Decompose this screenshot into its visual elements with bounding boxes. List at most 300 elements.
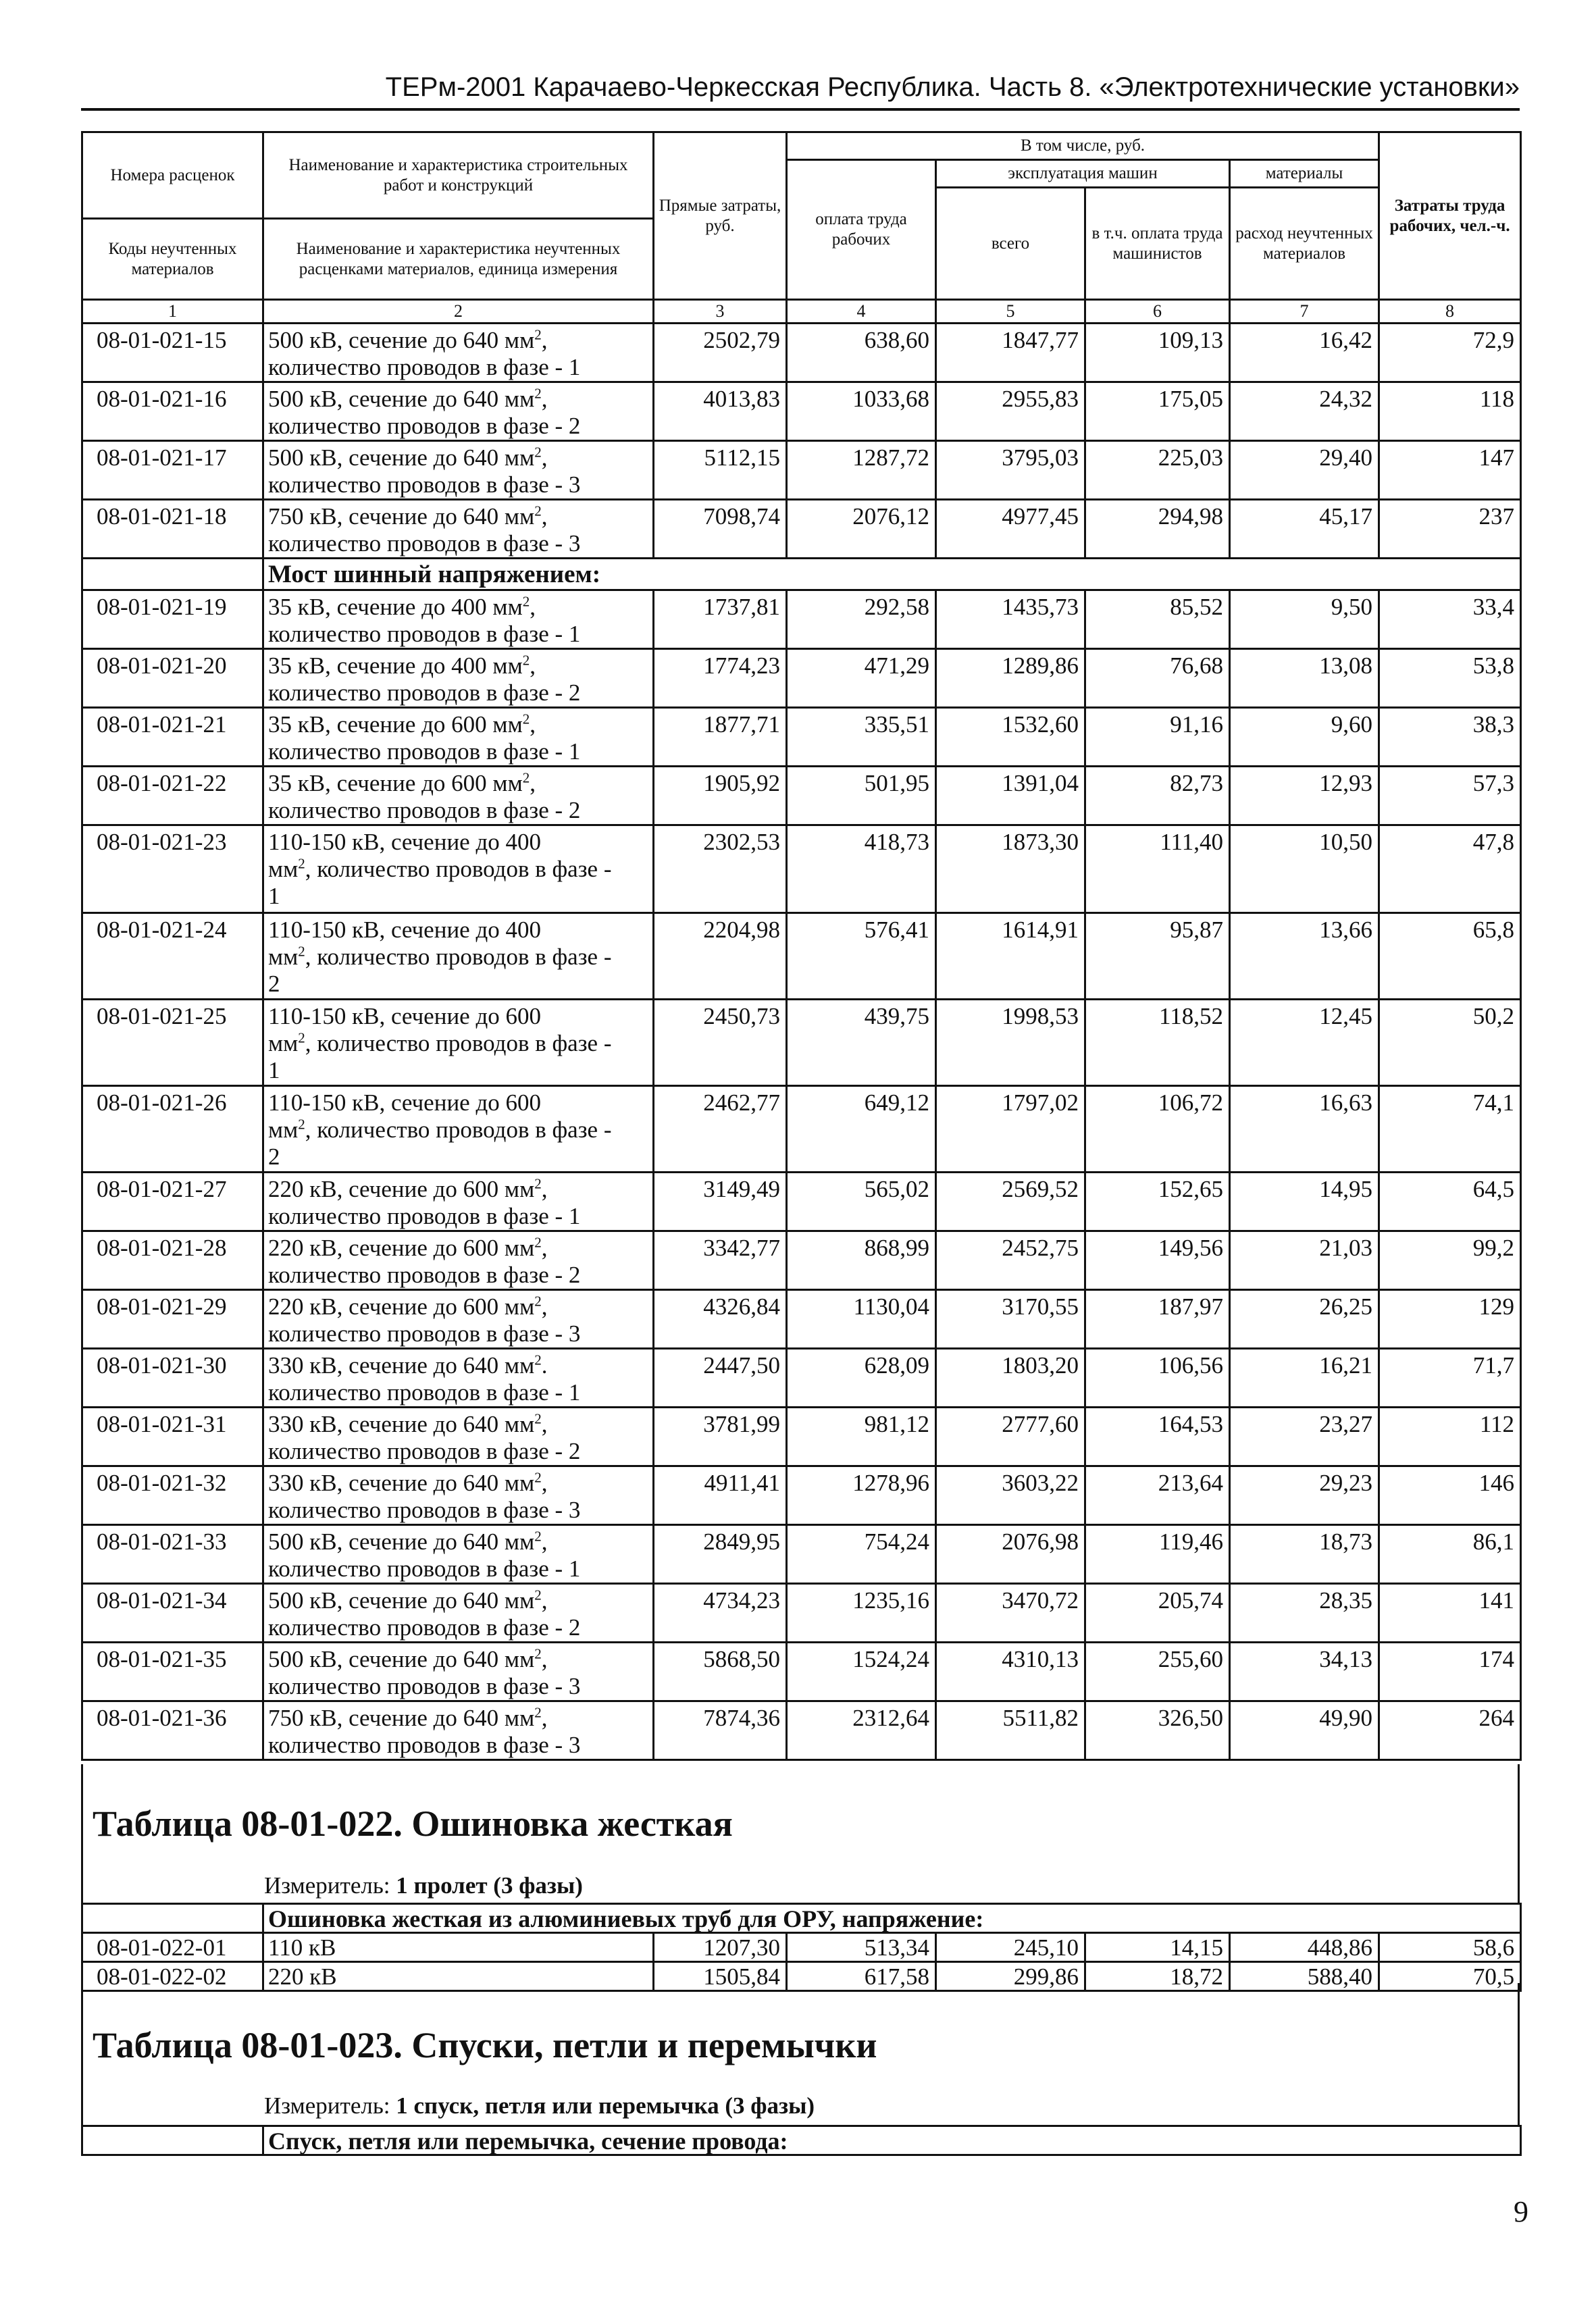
rate-code: 08-01-022-01 <box>82 1933 263 1962</box>
machinist-wages-cell: 14,15 <box>1085 1933 1230 1962</box>
description-line-1: 330 кВ, сечение до 640 мм <box>268 1352 535 1379</box>
table-row <box>82 1173 1521 1231</box>
description-line-2: количество проводов в фазе - 1 <box>268 1555 581 1582</box>
description-line-2: количество проводов в фазе - 2 <box>268 1262 581 1288</box>
labor-cell: 237 <box>1379 500 1521 559</box>
labor-cell: 129 <box>1379 1290 1521 1349</box>
labor-cell: 38,3 <box>1379 708 1521 767</box>
labor-cell: 70,5 <box>1379 1962 1521 1991</box>
description-punct: . <box>541 1352 548 1379</box>
description-line-1: 500 кВ, сечение до 640 мм <box>268 1528 535 1555</box>
work-description <box>263 1349 654 1408</box>
machinist-wages-cell: 175,05 <box>1085 382 1230 441</box>
materials-cell: 16,42 <box>1230 324 1379 382</box>
table-row <box>82 1584 1521 1643</box>
machinist-wages-cell: 85,52 <box>1085 590 1230 649</box>
materials-cell: 29,23 <box>1230 1466 1379 1525</box>
machinist-wages-cell: 18,72 <box>1085 1962 1230 1991</box>
description-line-2: количество проводов в фазе - 1 <box>268 354 581 380</box>
materials-cell: 29,40 <box>1230 441 1379 500</box>
materials-cell: 13,66 <box>1230 913 1379 1000</box>
description-punct: , <box>541 1411 548 1437</box>
rate-code: 08-01-021-33 <box>82 1525 263 1584</box>
section-bus <box>82 559 1521 590</box>
wages-cell: 1235,16 <box>787 1584 936 1643</box>
header-labor: Затраты труда рабочих, чел.-ч. <box>1379 132 1521 300</box>
superscript: 2 <box>534 326 542 343</box>
description-line-1: 750 кВ, сечение до 640 мм <box>268 1705 535 1731</box>
rate-code: 08-01-021-35 <box>82 1643 263 1701</box>
direct-costs-cell: 4326,84 <box>654 1290 787 1349</box>
labor-cell: 57,3 <box>1379 767 1521 825</box>
rate-code: 08-01-021-18 <box>82 500 263 559</box>
description-line-3: 1 <box>268 883 280 909</box>
machines-total-cell: 4310,13 <box>936 1643 1085 1701</box>
materials-cell: 23,27 <box>1230 1408 1379 1466</box>
materials-cell: 588,40 <box>1230 1962 1379 1991</box>
work-description <box>263 825 654 913</box>
rate-code: 08-01-021-26 <box>82 1086 263 1173</box>
direct-costs-cell: 2502,79 <box>654 324 787 382</box>
rows-part4 <box>82 1173 1521 1760</box>
machines-total-cell: 4977,45 <box>936 500 1085 559</box>
column-number: 3 <box>654 300 787 324</box>
labor-cell: 74,1 <box>1379 1086 1521 1173</box>
description-punct: , <box>541 1528 548 1555</box>
description-line-1: 330 кВ, сечение до 640 мм <box>268 1470 535 1496</box>
wages-cell: 1278,96 <box>787 1466 936 1525</box>
wages-cell: 868,99 <box>787 1231 936 1290</box>
machines-total-cell: 1797,02 <box>936 1086 1085 1173</box>
work-description <box>263 441 654 500</box>
description-line-1: 220 кВ, сечение до 600 мм <box>268 1235 535 1261</box>
direct-costs-cell: 4013,83 <box>654 382 787 441</box>
wages-cell: 2312,64 <box>787 1701 936 1760</box>
machines-total-cell: 3795,03 <box>936 441 1085 500</box>
description-line-2: количество проводов в фазе - 2 <box>268 679 581 706</box>
rate-code: 08-01-021-22 <box>82 767 263 825</box>
machinist-wages-cell: 106,72 <box>1085 1086 1230 1173</box>
description-line-1: 500 кВ, сечение до 640 мм <box>268 1587 535 1614</box>
work-description <box>263 649 654 708</box>
rate-code: 08-01-021-32 <box>82 1466 263 1525</box>
description-line-1: 110-150 кВ, сечение до 600 <box>268 1089 542 1116</box>
description-line-1: 35 кВ, сечение до 400 мм <box>268 594 523 620</box>
direct-costs-cell: 1877,71 <box>654 708 787 767</box>
machines-total-cell: 1435,73 <box>936 590 1085 649</box>
superscript: 2 <box>534 1352 542 1368</box>
materials-cell: 16,63 <box>1230 1086 1379 1173</box>
table-row <box>82 1933 1521 1962</box>
materials-cell: 16,21 <box>1230 1349 1379 1408</box>
rates-table-023 <box>81 2125 1522 2156</box>
table-row <box>82 1231 1521 1290</box>
description-punct: , <box>541 1293 548 1320</box>
work-description <box>263 590 654 649</box>
header-machinist-wages: в т.ч. оплата труда машинистов <box>1085 188 1230 300</box>
wages-cell: 513,34 <box>787 1933 936 1962</box>
machines-total-cell: 2955,83 <box>936 382 1085 441</box>
table-row <box>82 1000 1521 1086</box>
table-row <box>82 1290 1521 1349</box>
machines-total-cell: 1803,20 <box>936 1349 1085 1408</box>
materials-cell: 49,90 <box>1230 1701 1379 1760</box>
wages-cell: 335,51 <box>787 708 936 767</box>
wages-cell: 471,29 <box>787 649 936 708</box>
materials-cell: 34,13 <box>1230 1643 1379 1701</box>
machinist-wages-cell: 111,40 <box>1085 825 1230 913</box>
header-rule <box>81 108 1520 111</box>
table-row <box>82 1086 1521 1173</box>
description-line-2-rest: , количество проводов в фазе - <box>305 856 612 882</box>
machines-total-cell: 245,10 <box>936 1933 1085 1962</box>
description-line-2: количество проводов в фазе - 2 <box>268 797 581 823</box>
wages-cell: 981,12 <box>787 1408 936 1466</box>
description-line-2: мм <box>268 1116 299 1143</box>
description-punct: , <box>541 1176 548 1202</box>
superscript: 2 <box>534 1175 542 1192</box>
rates-table-022 <box>81 1903 1522 1992</box>
machinist-wages-cell: 118,52 <box>1085 1000 1230 1086</box>
superscript: 2 <box>522 593 530 610</box>
header-materials: материалы <box>1230 160 1379 188</box>
machines-total-cell: 1847,77 <box>936 324 1085 382</box>
labor-cell: 72,9 <box>1379 324 1521 382</box>
rate-code: 08-01-021-34 <box>82 1584 263 1643</box>
description-line-2: количество проводов в фазе - 2 <box>268 413 581 439</box>
labor-cell: 118 <box>1379 382 1521 441</box>
superscript: 2 <box>534 1469 542 1486</box>
description-line-1: 500 кВ, сечение до 640 мм <box>268 327 535 353</box>
direct-costs-cell: 2447,50 <box>654 1349 787 1408</box>
description-line-2: количество проводов в фазе - 2 <box>268 1614 581 1641</box>
work-description: 220 кВ <box>263 1962 654 1991</box>
description-line-2: количество проводов в фазе - 1 <box>268 1203 581 1229</box>
work-description <box>263 1408 654 1466</box>
labor-cell: 71,7 <box>1379 1349 1521 1408</box>
labor-cell: 86,1 <box>1379 1525 1521 1584</box>
meter-label: Измеритель: <box>264 1872 390 1899</box>
table-row <box>82 1525 1521 1584</box>
machines-total-cell: 3603,22 <box>936 1466 1085 1525</box>
superscript: 2 <box>534 1645 542 1662</box>
work-description <box>263 913 654 1000</box>
direct-costs-cell: 4734,23 <box>654 1584 787 1643</box>
work-description <box>263 1000 654 1086</box>
work-description <box>263 1584 654 1643</box>
header-wages: оплата труда рабочих <box>787 160 936 300</box>
page-number: 9 <box>1514 2195 1528 2228</box>
rate-code: 08-01-021-19 <box>82 590 263 649</box>
machines-total-cell: 2777,60 <box>936 1408 1085 1466</box>
column-number: 5 <box>936 300 1085 324</box>
direct-costs-cell: 7098,74 <box>654 500 787 559</box>
description-line-3: 1 <box>268 1057 280 1083</box>
rate-code: 08-01-021-36 <box>82 1701 263 1760</box>
rate-code: 08-01-021-31 <box>82 1408 263 1466</box>
description-line-2: количество проводов в фазе - 3 <box>268 1320 581 1347</box>
description-line-2: количество проводов в фазе - 1 <box>268 1379 581 1406</box>
rows-part1 <box>82 324 1521 559</box>
machines-total-cell: 2076,98 <box>936 1525 1085 1584</box>
labor-cell: 264 <box>1379 1701 1521 1760</box>
labor-cell: 99,2 <box>1379 1231 1521 1290</box>
header-work-name: Наименование и характеристика строительных работ и конструкций <box>263 132 654 219</box>
machinist-wages-cell: 149,56 <box>1085 1231 1230 1290</box>
table-row <box>82 1643 1521 1701</box>
machinist-wages-cell: 164,53 <box>1085 1408 1230 1466</box>
direct-costs-cell: 3149,49 <box>654 1173 787 1231</box>
rate-code: 08-01-021-28 <box>82 1231 263 1290</box>
labor-cell: 47,8 <box>1379 825 1521 913</box>
description-line-2: количество проводов в фазе - 1 <box>268 621 581 647</box>
wages-cell: 638,60 <box>787 324 936 382</box>
section-title: Ошиновка жесткая из алюминиевых труб для ОРУ, напряжение: <box>263 1904 1521 1933</box>
wages-cell: 418,73 <box>787 825 936 913</box>
machinist-wages-cell: 109,13 <box>1085 324 1230 382</box>
description-line-1: 35 кВ, сечение до 600 мм <box>268 770 523 796</box>
rate-code: 08-01-021-29 <box>82 1290 263 1349</box>
machines-total-cell: 1391,04 <box>936 767 1085 825</box>
description-line-2: количество проводов в фазе - 3 <box>268 471 581 498</box>
machinist-wages-cell: 225,03 <box>1085 441 1230 500</box>
description-punct: , <box>541 1705 548 1731</box>
header-direct-costs: Прямые затраты, руб. <box>654 132 787 300</box>
labor-cell: 141 <box>1379 1584 1521 1643</box>
machinist-wages-cell: 119,46 <box>1085 1525 1230 1584</box>
direct-costs-cell: 1207,30 <box>654 1933 787 1962</box>
rate-code: 08-01-021-23 <box>82 825 263 913</box>
superscript: 2 <box>534 1704 542 1721</box>
machinist-wages-cell: 294,98 <box>1085 500 1230 559</box>
description-line-2: количество проводов в фазе - 2 <box>268 1438 581 1464</box>
description-line-3: 2 <box>268 1143 280 1170</box>
section-title: Мост шинный напряжением: <box>263 559 1521 590</box>
direct-costs-cell: 2849,95 <box>654 1525 787 1584</box>
column-numbers-row <box>82 300 1521 324</box>
superscript: 2 <box>534 1528 542 1545</box>
materials-cell: 14,95 <box>1230 1173 1379 1231</box>
meter-value: 1 пролет (3 фазы) <box>396 1872 583 1899</box>
machinist-wages-cell: 82,73 <box>1085 767 1230 825</box>
work-description <box>263 1231 654 1290</box>
rate-code: 08-01-021-25 <box>82 1000 263 1086</box>
description-line-2: количество проводов в фазе - 1 <box>268 738 581 765</box>
superscript: 2 <box>298 1116 305 1133</box>
materials-cell: 13,08 <box>1230 649 1379 708</box>
direct-costs-cell: 2462,77 <box>654 1086 787 1173</box>
description-line-1: 110-150 кВ, сечение до 400 <box>268 917 542 943</box>
work-description <box>263 500 654 559</box>
table-row <box>82 708 1521 767</box>
materials-cell: 26,25 <box>1230 1290 1379 1349</box>
wages-cell: 1130,04 <box>787 1290 936 1349</box>
rows-part3 <box>82 825 1521 1173</box>
table-023-title: Таблица 08-01-023. Спуски, петли и перемычки <box>93 2025 877 2065</box>
wages-cell: 1287,72 <box>787 441 936 500</box>
superscript: 2 <box>298 855 305 872</box>
work-description <box>263 708 654 767</box>
table-row <box>82 1349 1521 1408</box>
column-number: 8 <box>1379 300 1521 324</box>
description-line-2: количество проводов в фазе - 3 <box>268 1497 581 1523</box>
machinist-wages-cell: 255,60 <box>1085 1643 1230 1701</box>
machines-total-cell: 5511,82 <box>936 1701 1085 1760</box>
labor-cell: 65,8 <box>1379 913 1521 1000</box>
machinist-wages-cell: 76,68 <box>1085 649 1230 708</box>
machinist-wages-cell: 205,74 <box>1085 1584 1230 1643</box>
table-row <box>82 382 1521 441</box>
superscript: 2 <box>534 444 542 461</box>
superscript: 2 <box>298 943 305 960</box>
labor-cell: 174 <box>1379 1643 1521 1701</box>
description-punct: , <box>530 652 536 679</box>
direct-costs-cell: 3342,77 <box>654 1231 787 1290</box>
description-line-2-rest: , количество проводов в фазе - <box>305 944 612 970</box>
materials-cell: 9,50 <box>1230 590 1379 649</box>
wages-cell: 754,24 <box>787 1525 936 1584</box>
materials-cell: 10,50 <box>1230 825 1379 913</box>
labor-cell: 147 <box>1379 441 1521 500</box>
description-line-2: мм <box>268 856 299 882</box>
direct-costs-cell: 1737,81 <box>654 590 787 649</box>
wages-cell: 1524,24 <box>787 1643 936 1701</box>
wages-cell: 1033,68 <box>787 382 936 441</box>
description-line-2-rest: , количество проводов в фазе - <box>305 1030 612 1056</box>
description-line-1: 110-150 кВ, сечение до 600 <box>268 1003 542 1029</box>
table-row <box>82 825 1521 913</box>
rate-code: 08-01-021-17 <box>82 441 263 500</box>
description-line-3: 2 <box>268 971 280 997</box>
rate-code: 08-01-021-27 <box>82 1173 263 1231</box>
machinist-wages-cell: 91,16 <box>1085 708 1230 767</box>
rates-table-021 <box>81 131 1522 1761</box>
direct-costs-cell: 7874,36 <box>654 1701 787 1760</box>
table-header <box>82 132 1521 324</box>
machines-total-cell: 1289,86 <box>936 649 1085 708</box>
description-punct: , <box>541 503 548 530</box>
direct-costs-cell: 2204,98 <box>654 913 787 1000</box>
superscript: 2 <box>298 1029 305 1046</box>
work-description <box>263 324 654 382</box>
superscript: 2 <box>522 769 530 786</box>
materials-cell: 9,60 <box>1230 708 1379 767</box>
description-punct: , <box>530 770 536 796</box>
rate-code: 08-01-021-21 <box>82 708 263 767</box>
rows-part2 <box>82 590 1521 825</box>
header-material-codes: Коды неучтенных материалов <box>82 219 263 300</box>
table-row <box>82 324 1521 382</box>
table-022-title: Таблица 08-01-022. Ошиновка жесткая <box>93 1803 733 1844</box>
machinist-wages-cell: 106,56 <box>1085 1349 1230 1408</box>
header-machines: эксплуатация машин <box>936 160 1230 188</box>
description-punct: , <box>541 444 548 471</box>
materials-cell: 21,03 <box>1230 1231 1379 1290</box>
superscript: 2 <box>522 652 530 669</box>
direct-costs-cell: 1774,23 <box>654 649 787 708</box>
machinist-wages-cell: 326,50 <box>1085 1701 1230 1760</box>
work-description <box>263 1290 654 1349</box>
wages-cell: 439,75 <box>787 1000 936 1086</box>
rate-code: 08-01-022-02 <box>82 1962 263 1991</box>
direct-costs-cell: 2302,53 <box>654 825 787 913</box>
machinist-wages-cell: 152,65 <box>1085 1173 1230 1231</box>
wages-cell: 501,95 <box>787 767 936 825</box>
materials-cell: 448,86 <box>1230 1933 1379 1962</box>
rows-022 <box>82 1933 1521 1991</box>
materials-cell: 28,35 <box>1230 1584 1379 1643</box>
superscript: 2 <box>534 385 542 402</box>
work-description <box>263 1701 654 1760</box>
description-punct: , <box>541 386 548 412</box>
work-description <box>263 1086 654 1173</box>
direct-costs-cell: 4911,41 <box>654 1466 787 1525</box>
machinist-wages-cell: 187,97 <box>1085 1290 1230 1349</box>
materials-cell: 45,17 <box>1230 500 1379 559</box>
description-line-1: 330 кВ, сечение до 640 мм <box>268 1411 535 1437</box>
table-row <box>82 590 1521 649</box>
labor-cell: 112 <box>1379 1408 1521 1466</box>
labor-cell: 58,6 <box>1379 1933 1521 1962</box>
header-rate-numbers: Номера расценок <box>82 132 263 219</box>
table-row <box>82 913 1521 1000</box>
superscript: 2 <box>534 1587 542 1603</box>
superscript: 2 <box>534 1293 542 1310</box>
description-line-2: количество проводов в фазе - 3 <box>268 1732 581 1758</box>
description-line-1: 110-150 кВ, сечение до 400 <box>268 829 542 855</box>
table-row <box>82 1701 1521 1760</box>
machines-total-cell: 3170,55 <box>936 1290 1085 1349</box>
column-number: 7 <box>1230 300 1379 324</box>
description-punct: , <box>541 1470 548 1496</box>
work-description <box>263 1643 654 1701</box>
machinist-wages-cell: 213,64 <box>1085 1466 1230 1525</box>
machines-total-cell: 2569,52 <box>936 1173 1085 1231</box>
column-number: 1 <box>82 300 263 324</box>
labor-cell: 64,5 <box>1379 1173 1521 1231</box>
table-row <box>82 1408 1521 1466</box>
direct-costs-cell: 5112,15 <box>654 441 787 500</box>
wages-cell: 649,12 <box>787 1086 936 1173</box>
header-material-names: Наименование и характеристика неучтенных расценками материалов, единица измерения <box>263 219 654 300</box>
wages-cell: 576,41 <box>787 913 936 1000</box>
description-line-1: 500 кВ, сечение до 640 мм <box>268 386 535 412</box>
direct-costs-cell: 5868,50 <box>654 1643 787 1701</box>
labor-cell: 146 <box>1379 1466 1521 1525</box>
table-row <box>82 767 1521 825</box>
description-line-2: количество проводов в фазе - 3 <box>268 530 581 557</box>
column-number: 2 <box>263 300 654 324</box>
direct-costs-cell: 1905,92 <box>654 767 787 825</box>
machines-total-cell: 1998,53 <box>936 1000 1085 1086</box>
work-description <box>263 767 654 825</box>
rate-code: 08-01-021-30 <box>82 1349 263 1408</box>
wages-cell: 2076,12 <box>787 500 936 559</box>
direct-costs-cell: 2450,73 <box>654 1000 787 1086</box>
machinist-wages-cell: 95,87 <box>1085 913 1230 1000</box>
description-line-1: 500 кВ, сечение до 640 мм <box>268 444 535 471</box>
rate-code: 08-01-021-24 <box>82 913 263 1000</box>
description-line-2: мм <box>268 944 299 970</box>
machines-total-cell: 2452,75 <box>936 1231 1085 1290</box>
description-line-2: мм <box>268 1030 299 1056</box>
description-punct: , <box>530 594 536 620</box>
running-header: ТЕРм-2001 Карачаево-Черкесская Республика. Часть 8. «Электротехнические установки» <box>385 72 1520 102</box>
direct-costs-cell: 3781,99 <box>654 1408 787 1466</box>
machines-total-cell: 3470,72 <box>936 1584 1085 1643</box>
header-machines-total: всего <box>936 188 1085 300</box>
description-line-2-rest: , количество проводов в фазе - <box>305 1116 612 1143</box>
